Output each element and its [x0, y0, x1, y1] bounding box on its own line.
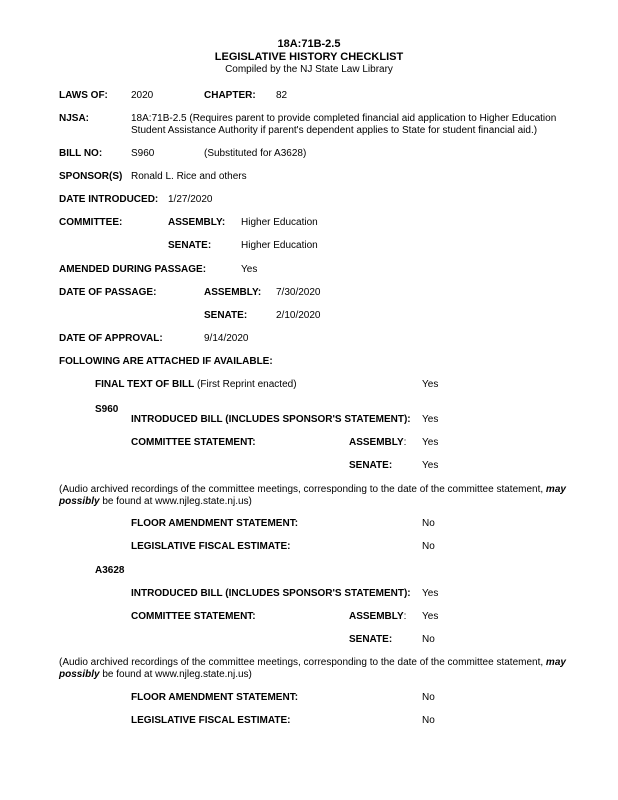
- audio-note-1: (Audio archived recordings of the committee meetings, corresponding to the date of the committee statement, may possibly be found at www.njleg.state.nj.us): [59, 484, 566, 507]
- s960-senate-label: SENATE:: [349, 460, 393, 471]
- sponsors-value: Ronald L. Rice and others: [131, 171, 247, 182]
- amended-value: Yes: [241, 264, 258, 275]
- committee-senate-value: Higher Education: [241, 240, 318, 251]
- a3628-fiscal-label: LEGISLATIVE FISCAL ESTIMATE:: [131, 715, 291, 726]
- committee-label: COMMITTEE:: [59, 217, 123, 228]
- audio-note-emphasis-2: may possibly: [59, 657, 566, 680]
- s960-fiscal-value: No: [422, 541, 435, 552]
- a3628-label: A3628: [95, 565, 125, 576]
- njsa-label: NJSA:: [59, 113, 90, 124]
- a3628-senate-value: No: [422, 634, 435, 645]
- chapter-label: CHAPTER:: [204, 90, 256, 101]
- sponsors-label: SPONSOR(S): [59, 171, 123, 182]
- amended-label: AMENDED DURING PASSAGE:: [59, 264, 207, 275]
- a3628-assembly-row: [349, 611, 406, 623]
- date-introduced-value: 1/27/2020: [168, 194, 213, 205]
- s960-floor-label: FLOOR AMENDMENT STATEMENT:: [131, 518, 299, 529]
- approval-label: DATE OF APPROVAL:: [59, 333, 163, 344]
- a3628-floor-label: FLOOR AMENDMENT STATEMENT:: [131, 692, 299, 703]
- final-text-row: [95, 379, 297, 391]
- committee-assembly-value: Higher Education: [241, 217, 318, 228]
- laws-of-label: LAWS OF:: [59, 90, 108, 101]
- s960-assembly-row: [349, 437, 406, 449]
- s960-introduced-value: Yes: [422, 414, 439, 425]
- statute-heading: 18A:71B-2.5: [277, 38, 341, 50]
- chapter-value: 82: [276, 90, 288, 101]
- final-text-value: Yes: [422, 379, 439, 390]
- s960-senate-value: Yes: [422, 460, 439, 471]
- date-introduced-label: DATE INTRODUCED:: [59, 194, 159, 205]
- a3628-floor-value: No: [422, 692, 435, 703]
- final-text-label: FINAL TEXT OF BILL: [95, 379, 195, 390]
- njsa-description: 18A:71B-2.5 (Requires parent to provide completed financial aid application to Higher Education Student Assistance Authority if parent's dependent applies to State for student financial aid.): [131, 113, 557, 136]
- final-text-note: (First Reprint enacted): [197, 379, 297, 390]
- passage-senate-value: 2/10/2020: [276, 310, 321, 321]
- passage-assembly-label: ASSEMBLY:: [204, 287, 262, 298]
- a3628-fiscal-value: No: [422, 715, 435, 726]
- s960-label: S960: [95, 404, 119, 415]
- bill-no-value: S960: [131, 148, 155, 159]
- a3628-committee-label: COMMITTEE STATEMENT:: [131, 611, 256, 622]
- approval-value: 9/14/2020: [204, 333, 249, 344]
- s960-floor-value: No: [422, 518, 435, 529]
- a3628-senate-label: SENATE:: [349, 634, 393, 645]
- substituted-note: (Substituted for A3628): [204, 148, 307, 159]
- bill-no-label: BILL NO:: [59, 148, 103, 159]
- a3628-introduced-label: INTRODUCED BILL (INCLUDES SPONSOR'S STATEMENT):: [131, 588, 411, 599]
- s960-committee-label: COMMITTEE STATEMENT:: [131, 437, 256, 448]
- passage-senate-label: SENATE:: [204, 310, 248, 321]
- a3628-introduced-value: Yes: [422, 588, 439, 599]
- compiled-by: Compiled by the NJ State Law Library: [225, 64, 393, 75]
- s960-fiscal-label: LEGISLATIVE FISCAL ESTIMATE:: [131, 541, 291, 552]
- laws-of-value: 2020: [131, 90, 154, 101]
- passage-assembly-value: 7/30/2020: [276, 287, 321, 298]
- committee-assembly-label: ASSEMBLY:: [168, 217, 226, 228]
- passage-label: DATE OF PASSAGE:: [59, 287, 157, 298]
- a3628-assembly-colon: :: [403, 611, 407, 622]
- s960-assembly-label: ASSEMBLY: [349, 437, 404, 448]
- audio-note-2: (Audio archived recordings of the committee meetings, corresponding to the date of the committee statement, may possibly be found at www.njleg.state.nj.us): [59, 657, 566, 680]
- s960-introduced-label: INTRODUCED BILL (INCLUDES SPONSOR'S STATEMENT):: [131, 414, 411, 425]
- page-title: LEGISLATIVE HISTORY CHECKLIST: [214, 51, 404, 63]
- s960-assembly-colon: :: [403, 437, 407, 448]
- s960-assembly-value: Yes: [422, 437, 439, 448]
- attached-heading: FOLLOWING ARE ATTACHED IF AVAILABLE:: [59, 356, 273, 367]
- committee-senate-label: SENATE:: [168, 240, 212, 251]
- a3628-assembly-value: Yes: [422, 611, 439, 622]
- audio-note-emphasis: may possibly: [59, 484, 566, 507]
- a3628-assembly-label: ASSEMBLY: [349, 611, 404, 622]
